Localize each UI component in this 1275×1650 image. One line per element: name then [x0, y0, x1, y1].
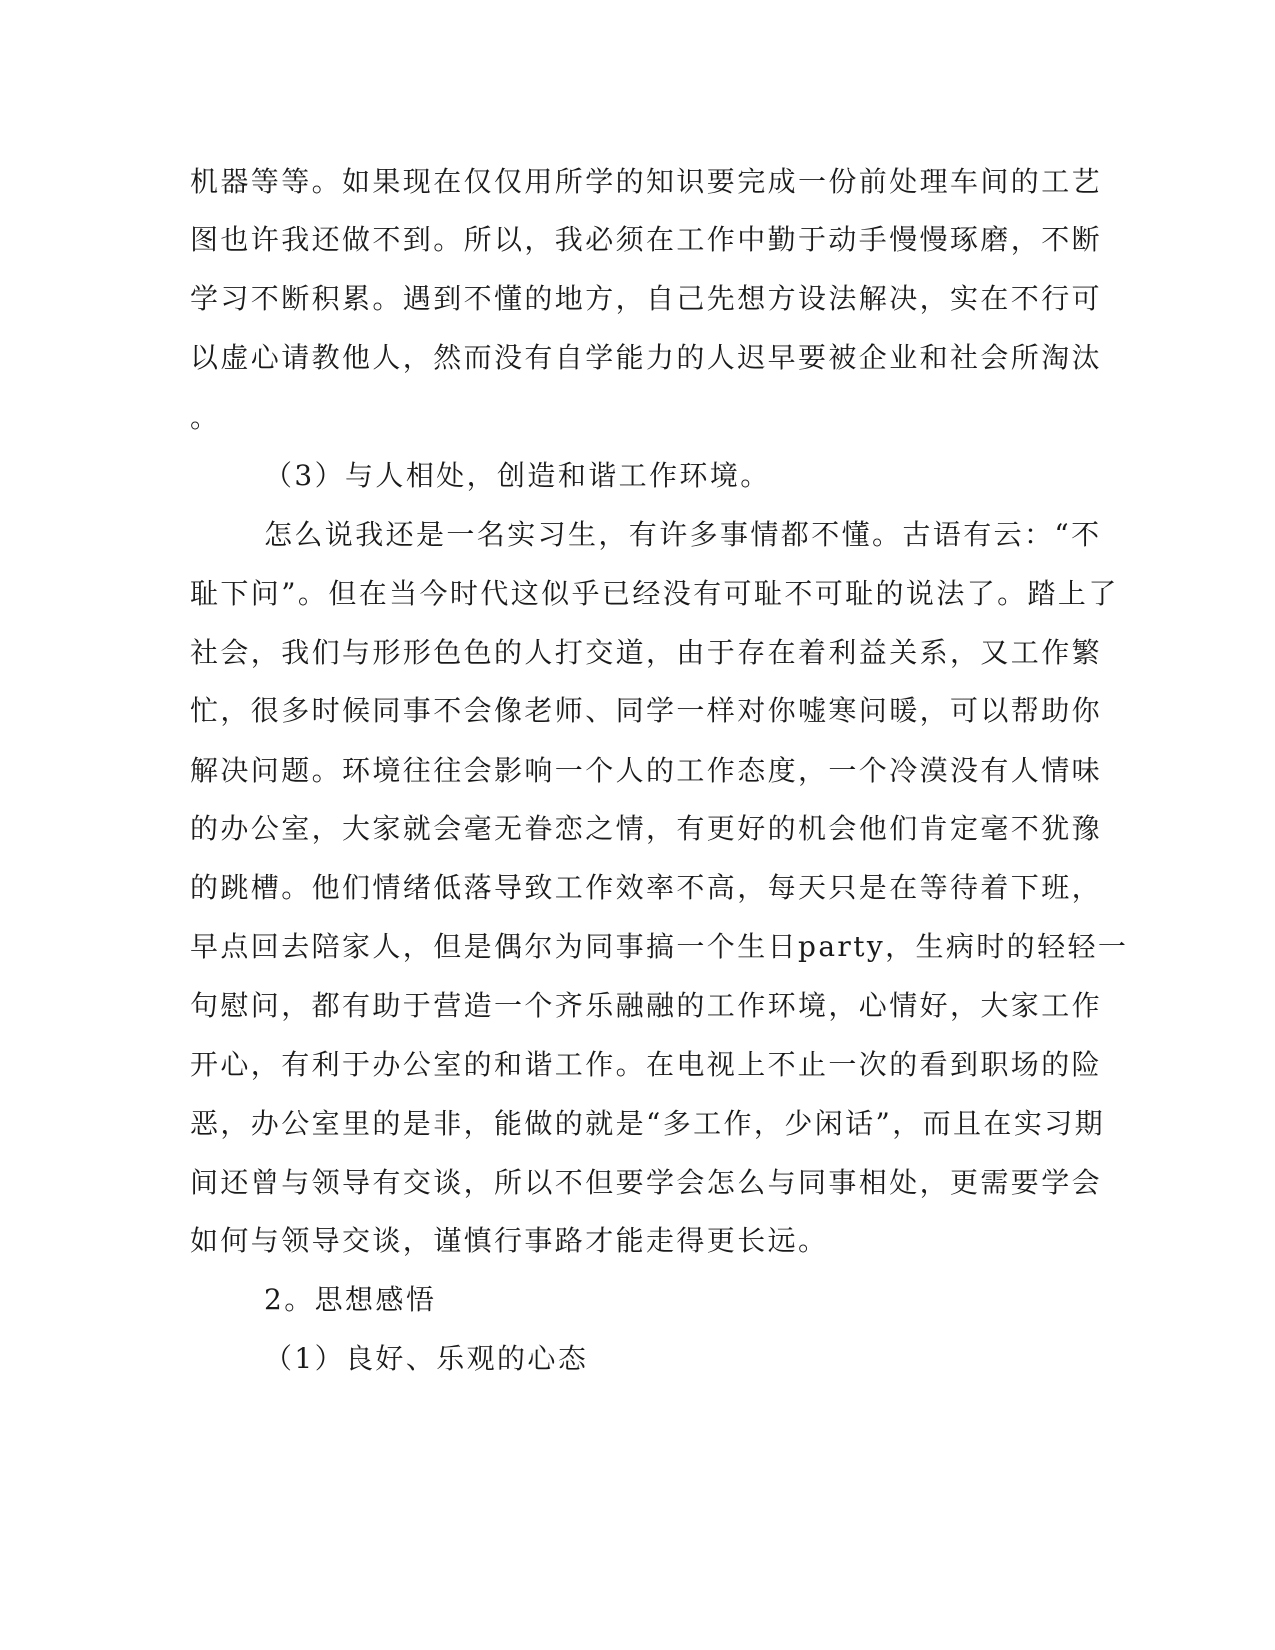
paragraph-line: 间还曾与领导有交谈，所以不但要学会怎么与同事相处，更需要学会	[190, 1166, 1103, 1199]
paragraph-line: 早点回去陪家人，但是偶尔为同事搞一个生日party，生病时的轻轻一	[190, 930, 1129, 963]
paragraph-line: 句慰问，都有助于营造一个齐乐融融的工作环境，心情好，大家工作	[190, 989, 1103, 1022]
section-heading: 2。思想感悟	[264, 1283, 437, 1316]
section-heading: （3）与人相处，创造和谐工作环境。	[264, 459, 771, 492]
paragraph-line: 开心，有利于办公室的和谐工作。在电视上不止一次的看到职场的险	[190, 1048, 1103, 1081]
paragraph-line: 社会，我们与形形色色的人打交道，由于存在着利益关系，又工作繁	[190, 636, 1103, 669]
paragraph-line: 怎么说我还是一名实习生，有许多事情都不懂。古语有云：“不	[264, 518, 1102, 551]
paragraph-line: 以虚心请教他人，然而没有自学能力的人迟早要被企业和社会所淘汰	[190, 341, 1103, 374]
paragraph-line: 解决问题。环境往往会影响一个人的工作态度，一个冷漠没有人情味	[190, 754, 1103, 787]
paragraph-line: 机器等等。如果现在仅仅用所学的知识要完成一份前处理车间的工艺	[190, 165, 1103, 198]
subsection-heading: （1）良好、乐观的心态	[264, 1342, 589, 1375]
paragraph-line: 图也许我还做不到。所以，我必须在工作中勤于动手慢慢琢磨，不断	[190, 223, 1103, 256]
paragraph-line: 的跳槽。他们情绪低落导致工作效率不高，每天只是在等待着下班，	[190, 871, 1103, 904]
paragraph-line: 学习不断积累。遇到不懂的地方，自己先想方设法解决，实在不行可	[190, 282, 1103, 315]
paragraph-line: 耻下问”。但在当今时代这似乎已经没有可耻不可耻的说法了。踏上了	[190, 577, 1119, 610]
paragraph-line: 恶，办公室里的是非，能做的就是“多工作，少闲话”，而且在实习期	[190, 1107, 1106, 1140]
paragraph-line: 的办公室，大家就会毫无眷恋之情，有更好的机会他们肯定毫不犹豫	[190, 812, 1103, 845]
paragraph-line: 。	[190, 401, 221, 434]
paragraph-line: 如何与领导交谈，谨慎行事路才能走得更长远。	[190, 1224, 829, 1257]
paragraph-line: 忙，很多时候同事不会像老师、同学一样对你嘘寒问暖，可以帮助你	[190, 694, 1103, 727]
